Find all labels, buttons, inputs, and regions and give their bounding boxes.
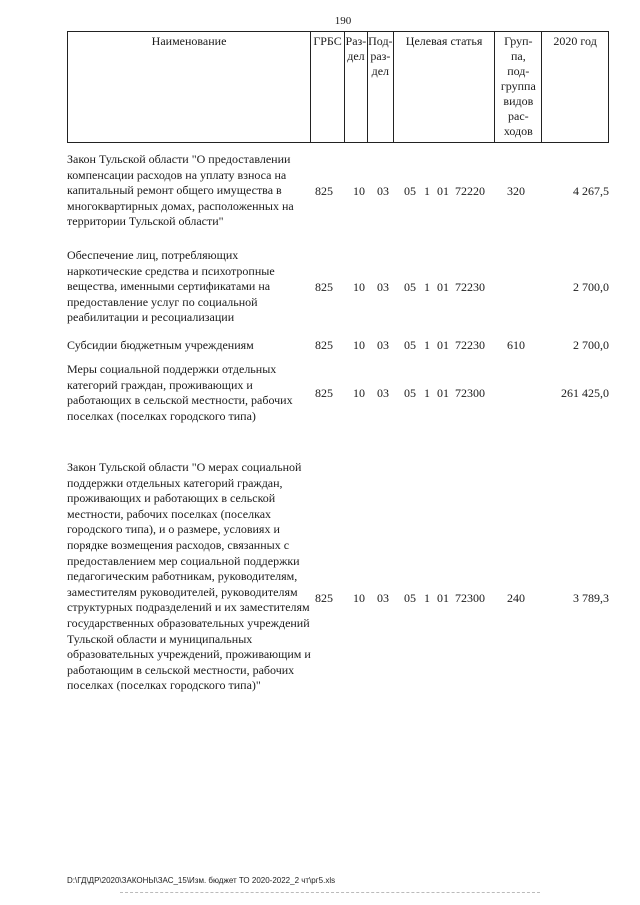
header-podrazdel: Под- раз- дел	[368, 32, 394, 142]
row-program: 05	[404, 280, 416, 294]
row-podrazdel: 03	[377, 280, 389, 294]
row-amount: 261 425,0	[561, 386, 609, 400]
row-main-event: 01	[437, 184, 449, 198]
row-group: 240	[507, 591, 525, 605]
row-name: Субсидии бюджетным учреждениям	[67, 338, 254, 352]
row-main-event: 01	[437, 280, 449, 294]
row-grbs: 825	[315, 591, 333, 605]
table-row	[67, 248, 609, 328]
header-year: 2020 год	[553, 34, 597, 48]
row-program: 05	[404, 184, 416, 198]
row-subprogram: 1	[424, 184, 430, 198]
row-grbs: 825	[315, 386, 333, 400]
header-target-article: Целевая статья	[394, 32, 496, 142]
table-row	[67, 460, 609, 740]
header-grbs: ГРБС	[311, 32, 345, 142]
row-amount: 4 267,5	[573, 184, 609, 198]
row-name: Закон Тульской области "О предоставлении компенсации расходов на уплату взноса на капитальный ремонт общего имущества в многоквартирных домах, расположенных на территории Тульской области"	[67, 152, 294, 229]
row-name: Обеспечение лиц, потребляющих наркотические средства и психотропные вещества, именными сертификатами на предоставление услуг по социальной реабилитации и ресоциализации	[67, 248, 275, 325]
file-path-footer: D:\ГД\ДР\2020\ЗАКОНЫ\ЗАС_15\Изм. бюджет ТО 2020-2022_2 чт\рг5.xls	[67, 876, 336, 885]
row-name: Закон Тульской области "О мерах социальной поддержки отдельных категорий граждан, проживающих и работающих в сельской местности, рабочих поселках (поселках городского типа), и о размере, условиях и порядке возмещения расходов, связанных с предоставлением мер социальной поддержки педагогическим работникам, руководителям, заместителям руководителей, руководителям структурных подразделений и их заместителям государственных образовательных учреждений Тульской области и муниципальных образовательных учреждений, проживающим и работающим в сельской местности, рабочих поселках (поселках городского типа)"	[67, 460, 311, 693]
row-subprogram: 1	[424, 338, 430, 352]
footer-divider	[120, 892, 540, 893]
row-name: Меры социальной поддержки отдельных категорий граждан, проживающих и работающих в сельской местности, рабочих поселках (поселках городского типа)	[67, 362, 293, 423]
row-amount: 2 700,0	[573, 338, 609, 352]
row-razdel: 10	[353, 280, 365, 294]
page-number: 190	[334, 15, 352, 27]
row-razdel: 10	[353, 184, 365, 198]
header-razdel: Раз- дел	[345, 32, 368, 142]
row-group: 610	[507, 338, 525, 352]
row-main-event: 01	[437, 591, 449, 605]
header-name: Наименование	[68, 32, 311, 142]
row-podrazdel: 03	[377, 591, 389, 605]
row-razdel: 10	[353, 591, 365, 605]
row-razdel: 10	[353, 386, 365, 400]
row-subprogram: 1	[424, 386, 430, 400]
row-direction: 72230	[455, 280, 485, 294]
row-razdel: 10	[353, 338, 365, 352]
row-direction: 72220	[455, 184, 485, 198]
header-group: Груп- па, под- группа видов рас- ходов	[495, 32, 542, 142]
row-program: 05	[404, 386, 416, 400]
row-podrazdel: 03	[377, 338, 389, 352]
row-program: 05	[404, 338, 416, 352]
table-row	[67, 362, 609, 426]
row-program: 05	[404, 591, 416, 605]
row-direction: 72230	[455, 338, 485, 352]
row-grbs: 825	[315, 184, 333, 198]
row-subprogram: 1	[424, 591, 430, 605]
row-direction: 72300	[455, 386, 485, 400]
row-podrazdel: 03	[377, 386, 389, 400]
row-main-event: 01	[437, 386, 449, 400]
row-grbs: 825	[315, 338, 333, 352]
row-main-event: 01	[437, 338, 449, 352]
table-header	[67, 31, 609, 143]
row-group: 320	[507, 184, 525, 198]
row-podrazdel: 03	[377, 184, 389, 198]
row-amount: 3 789,3	[573, 591, 609, 605]
row-amount: 2 700,0	[573, 280, 609, 294]
row-grbs: 825	[315, 280, 333, 294]
row-subprogram: 1	[424, 280, 430, 294]
table-row	[67, 338, 609, 356]
row-direction: 72300	[455, 591, 485, 605]
table-row	[67, 152, 609, 232]
